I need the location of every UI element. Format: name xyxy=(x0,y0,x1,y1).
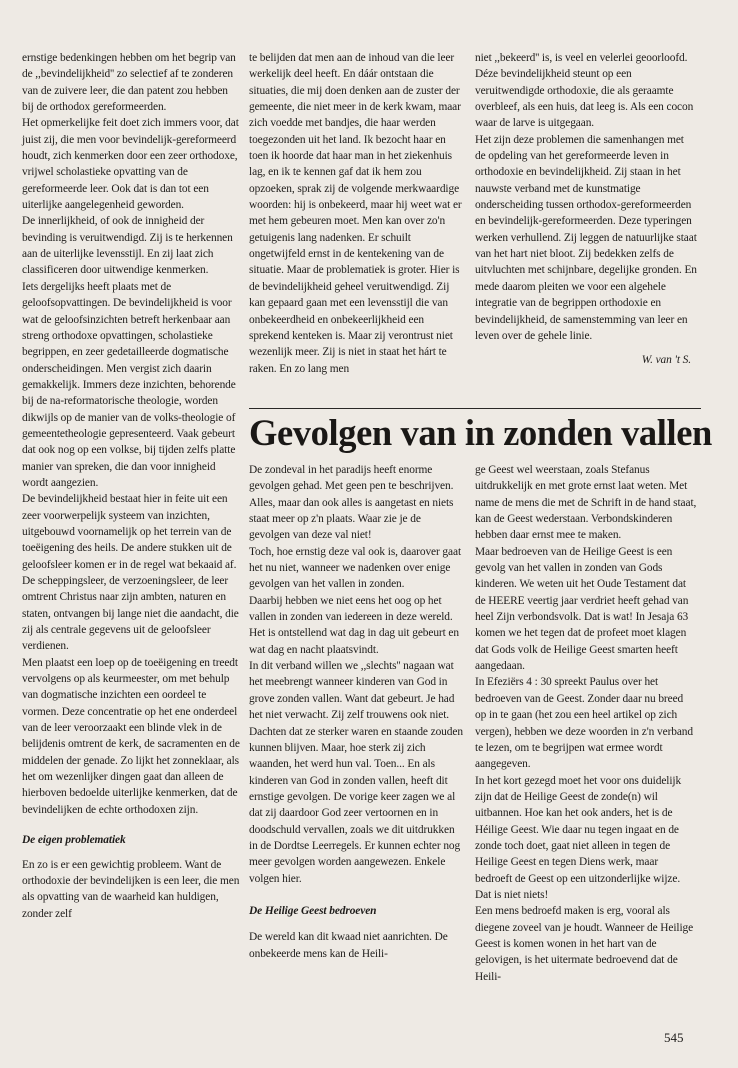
paragraph: Een mens bedroefd maken is erg, vooral als diegene zoveel van je houdt. Wanneer de Heilige Geest is komen wonen in het hart van de gelovigen, is het uitermate bedroevend dat de Heili- xyxy=(475,905,694,983)
paragraph: ge Geest wel weerstaan, zoals Stefanus uitdrukkelijk en met grote ernst laat weten. Met name de mens die met de Schrift in de hand staat, kan de Geest wederstaan. Verbondskinderen hebben daar ernst mee te maken. xyxy=(475,464,697,542)
article2-column-2 xyxy=(475,462,697,985)
article1-column-3 xyxy=(475,50,697,369)
article2-column-1 xyxy=(249,462,464,962)
paragraph: Daarbij hebben we niet eens het oog op het vallen in zonden van iedereen in deze wereld. Het is ontstellend wat dag in dag uit gebeurt en wat dag en nacht plaatsvindt. xyxy=(249,594,459,656)
paragraph: De innerlijkheid, of ook de innigheid der bevinding is veruitwendigd. Zij is te herkennen aan de uiterlijke levensstijl. En zij laat zich classificeren door uitwendige kenmerken. xyxy=(22,215,233,277)
paragraph: De wereld kan dit kwaad niet aanrichten. De onbekeerde mens kan de Heili- xyxy=(249,931,448,960)
section-subheading: De eigen problematiek xyxy=(22,834,126,847)
paragraph: ernstige bedenkingen hebben om het begrip van de ,,bevindelijkheid'' zo selectief af te zonderen van de zuivere leer, die dan patent zou hebben bij de orthodox gereformeerden. xyxy=(22,52,236,114)
page-number: 545 xyxy=(664,1030,684,1045)
article-title: Gevolgen van in zonden vallen xyxy=(249,412,712,453)
paragraph: En zo is er een gewichtig probleem. Want de orthodoxie der bevindelijken is een leer, die men als opvatting van de waarheid kan huldigen, zonder zelf xyxy=(22,858,240,920)
paragraph: Iets dergelijks heeft plaats met de geloofsopvattingen. De bevindelijkheid is voor wat de geloofsinzichten betreft herkenbaar aan streng orthodoxe opvattingen, scholastieke begrippen, en zeer gedetailleerde dogmatische onderscheidingen. Men vergist zich daarin gemakkelijk. Immers deze inzichten, behorende bij de na-reformatorische theologie, worden dikwijls op de manier van de volks-theologie of gemeentetheologie gepresenteerd. Vaak gebeurt dat ook nog op een volkse, bij tijden zelfs platte manier van spreken, die dan voor innigheid wordt aangezien. xyxy=(22,280,236,489)
paragraph: In het kort gezegd moet het voor ons duidelijk zijn dat de Heilige Geest de zonde(n) wil uitbannen. Hoe kan het ook anders, het is de Héilige Geest. Wie daar nu tegen ingaat en de zonde toch doet, gaat niet alleen in tegen de Heilige Geest en tegen Diens werk, maar bedroeft de Geest op een uitzonderlijke wijze. Dat is niet niets! xyxy=(475,774,682,901)
paragraph: Toch, hoe ernstig deze val ook is, daarover gaat het nu niet, wanneer we nadenken over enige gevolgen van het vallen in zonden. xyxy=(249,545,462,591)
paragraph: Het opmerkelijke feit doet zich immers voor, dat juist zij, die men voor bevindelijk-gereformeerd houdt, zich kenmerken door een zeer orthodoxe, vrijwel scholastieke opvatting van de gereformeerde leer. Ook dat is dan tot een uiterlijke aangelegenheid geworden. xyxy=(22,117,239,212)
paragraph: De zondeval in het paradijs heeft enorme gevolgen gehad. Met geen pen te beschrijven. Alles, maar dan ook alles is aangetast en niets staat meer op z'n plaats. Waar zie je de gevolgen van deze val niet! xyxy=(249,464,454,542)
paragraph: te belijden dat men aan de inhoud van die leer werkelijk deel heeft. En dáár ontstaan die situaties, die mij doen denken aan de zuster der gemeente, die niet meer in de kerk kwam, maar zich voedde met bandjes, die haar werden toegezonden uit het land. Ik bezocht haar en toen ik hoorde dat haar man in het ziekenhuis lag, en ik te kennen gaf dat ik hem zou opzoeken, sprak zij de volgende merkwaardige woorden: hij is onbekeerd, maar hij weet wat er met hem gebeuren moet. Men kan over zo'n getuigenis lang nadenken. Er schuilt ongetwijfeld ernst in de kentekening van de situatie. Maar de problematiek is groter. Hier is de bevindelijkheid geheel veruitwendigd. Zij kan gepaard gaan met een levensstijl die van onbekeerdheid en onbekeerlijkheid een sprekend kenteken is. Maar zij verontrust niet wezenlijk meer. Zij is niet in staat het hárt te raken. En zo lang men xyxy=(249,52,462,375)
paragraph: niet ,,bekeerd'' is, is veel en velerlei geoorloofd. Déze bevindelijkheid steunt op een veruitwendigde orthodoxie, die als geraamte overbleef, als een huis, dat leeg is. Als een cocon waar de larve is uitgegaan. xyxy=(475,52,694,130)
paragraph: Maar bedroeven van de Heilige Geest is een gevolg van het vallen in zonden van Gods kinderen. We weten uit het Oude Testament dat de HEERE veertig jaar verdriet heeft gehad van heel Zijn verbondsvolk. Dat is wat! In Jesaja 63 komen we het tegen dat de profeet moet klagen dat Gods volk de Heilige Geest smarten heeft aangedaan. xyxy=(475,545,689,673)
article1-column-1 xyxy=(22,50,242,922)
paragraph: In dit verband willen we ,,slechts'' nagaan wat het meebrengt wanneer kinderen van God in grove zonden vallen. Want dat gebeurt. Je had het niet verwacht. Zij zelf trouwens ook niet. Dachten dat ze sterker waren en staande zouden kunnen blijven. Maar, hoe sterk zij zich waanden, het werd hun val. Toen... En als kinderen van God in zonden vallen, heeft dit ernstige gevolgen. De vorige keer zagen we al dat zij daardoor God zeer vertoornen en in doodschuld vervallen, zoals we dit uitdrukken in de Dordtse Leerregels. Er kunnen echter nog meer gevolgen worden aangewezen. Enkele volgen hier. xyxy=(249,660,463,885)
paragraph: De bevindelijkheid bestaat hier in feite uit een zeer voorwerpelijk systeem van inzichten, uitgebouwd voornamelijk op het terrein van de toeëigening des heils. De andere stukken uit de geloofsleer komen er in de regel wat bekaaid af. De scheppingsleer, de verzoeningsleer, de leer omtrent Christus naar zijn ambten, naturen en staten, ontvangen bij lange niet die aandacht, die zij als centrale gegevens uit de geloofsleer verdienen. xyxy=(22,493,239,653)
article1-column-2 xyxy=(249,50,464,377)
paragraph: In Efeziërs 4 : 30 spreekt Paulus over het bedroeven van de Geest. Zonder daar nu breed op in te gaan (het zou een heel artikel op zich vergen), hebben we deze woorden in z'n verband te lezen, om te begrijpen wat ermee wordt aangegeven. xyxy=(475,676,694,771)
title-rule xyxy=(249,408,701,409)
paragraph: Men plaatst een loep op de toeëigening en treedt vervolgens op als keurmeester, om met behulp van dogmatische inzichten een oordeel te vormen. Deze concentratie op het ene onderdeel van de leer veroorzaakt een blinde vlek in de belijdenis omtrent de kerk, de sacramenten en de middelen der genade. Zo lijkt het zonneklaar, als het om wezenlijker dingen gaat dan alleen de hierboven bedoelde uiterlijke kenmerken, dat de bevindelijken de echte orthodoxen zijn. xyxy=(22,656,240,816)
section-subheading: De Heilige Geest bedroeven xyxy=(249,904,377,917)
author-signature: W. van 't S. xyxy=(641,354,691,367)
paragraph: Het zijn deze problemen die samenhangen met de opdeling van het gereformeerde leven in orthodoxie en bevindelijkheid. Zij staan in het nauwste verband met de kunstmatige onderscheiding tussen orthodox-gereformeerden en bevindelijk-gereformeerden. Deze typeringen werken verhullend. Zij leggen de natuurlijke staat van het hart niet bloot. Zij bedekken zelfs de uitvluchten met schijnbare, degelijke gronden. En mede daarom pleiten we voor een algehele integratie van de begrippen orthodoxie en bevindelijkheid, de samenstemming van leer en leven over de gehele linie. xyxy=(475,133,697,342)
